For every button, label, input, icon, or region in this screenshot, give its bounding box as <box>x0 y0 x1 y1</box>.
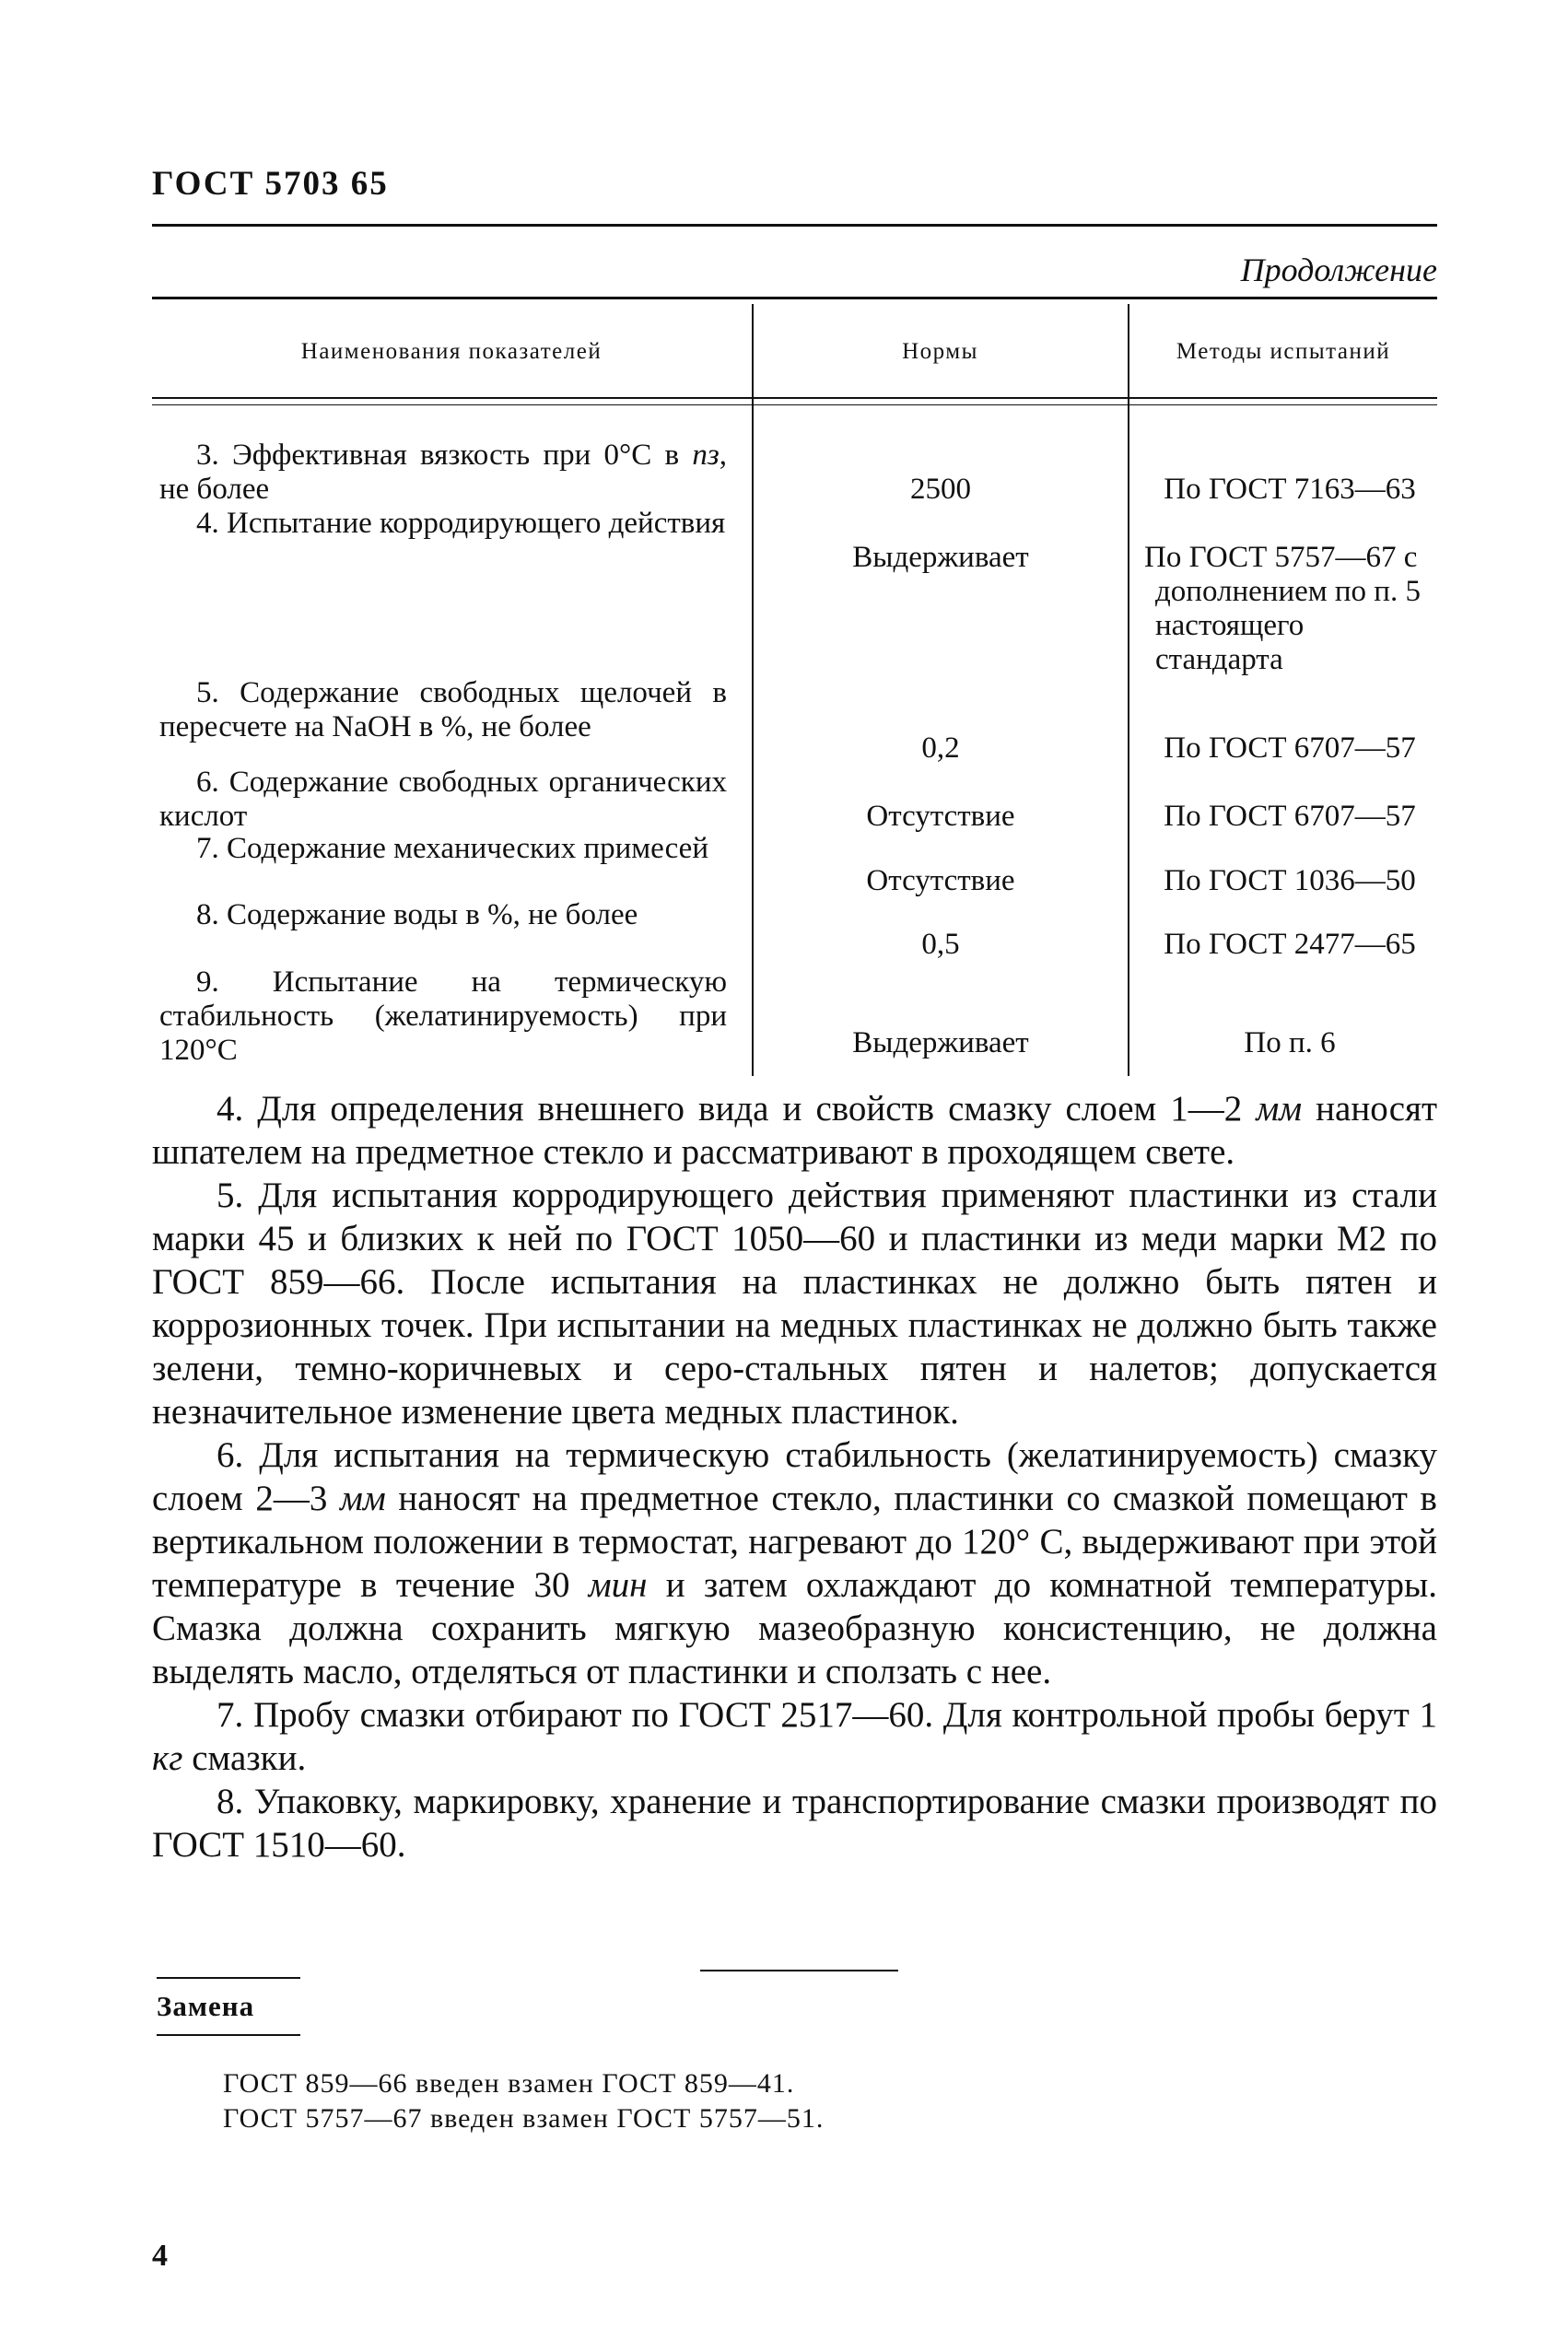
table-header-norm: Нормы <box>902 339 978 364</box>
table-divider <box>1128 304 1129 1076</box>
table-row-method: По п. 6 <box>1244 1026 1336 1059</box>
table-row-method: По ГОСТ 6707—57 <box>1164 731 1416 765</box>
table-header-method: Методы испытаний <box>1176 339 1391 364</box>
header-rule <box>152 224 1437 227</box>
table-row-method: По ГОСТ 6707—57 <box>1164 800 1416 833</box>
table-row-norm: Выдерживает <box>852 541 1029 574</box>
table-row-norm: 0,5 <box>921 928 960 961</box>
replacement-line: ГОСТ 5757—67 введен взамен ГОСТ 5757—51. <box>223 2103 825 2134</box>
table-row-method: По ГОСТ 2477—65 <box>1164 928 1416 961</box>
replacement-line: ГОСТ 859—66 введен взамен ГОСТ 859—41. <box>223 2068 795 2099</box>
table-row-norm: Выдерживает <box>852 1026 1029 1059</box>
table-row-norm: 0,2 <box>921 731 960 765</box>
paragraph-5: 5. Для испытания корродирующего действия применяют пластинки из стали марки 45 и близких к ней по ГОСТ 1050—60 и пластинки из меди марки М2 по ГОСТ 859—66. После испытания на пластинках не должно быть пятен и коррозионных точек. При испытании на медных пластинках не должно быть также зелени, темно-коричневых и серо-стальных пятен и налетов; допускается незначительное изменение цвета медных пластинок. <box>152 1176 1437 1432</box>
table-row-name: 9. Испытание на термическую стабильность (желатинируемость) при 120°С <box>159 965 727 1067</box>
body-text <box>152 1087 1437 1866</box>
table-row-name: 7. Содержание механических примесей <box>196 832 708 865</box>
section-divider <box>700 1970 898 1971</box>
table-row-name: 4. Испытание корродирующего действия <box>196 507 726 540</box>
table-row-name: 6. Содержание свободных органических кислот <box>159 766 727 833</box>
replacement-rule <box>157 2034 300 2036</box>
page-number: 4 <box>152 2239 168 2273</box>
table-header-rule-thin <box>152 404 1437 405</box>
table-row-norm: 2500 <box>910 473 971 506</box>
table-row-method: По ГОСТ 1036—50 <box>1164 864 1416 897</box>
paragraph-7: 7. Пробу смазки отбирают по ГОСТ 2517—60. Для контрольной пробы берут 1 кг смазки. <box>152 1695 1437 1778</box>
table-row-method: По ГОСТ 5757—67 с дополнением по п. 5 настоящего стандарта <box>1144 541 1421 676</box>
table-row-name: 8. Содержание воды в %, не более <box>196 898 638 931</box>
replacement-title: Замена <box>157 1990 255 2022</box>
table-row-method: По ГОСТ 7163—63 <box>1164 473 1416 506</box>
continuation-label: Продолжение <box>1240 252 1437 288</box>
table-divider <box>752 304 754 1076</box>
paragraph-4: 4. Для определения внешнего вида и свойств смазку слоем 1—2 мм наносят шпателем на предметное стекло и рассматривают в проходящем свете. <box>152 1089 1437 1172</box>
paragraph-8: 8. Упаковку, маркировку, хранение и транспортирование смазки производят по ГОСТ 1510—60. <box>152 1782 1437 1865</box>
table-top-rule <box>152 297 1437 299</box>
page-header: ГОСТ 5703 65 <box>152 165 389 203</box>
table-row-norm: Отсутствие <box>866 800 1015 833</box>
replacement-rule <box>157 1977 300 1979</box>
table-header-rule <box>152 397 1437 399</box>
table-header-name: Наименования показателей <box>300 339 603 364</box>
paragraph-6: 6. Для испытания на термическую стабильность (желатинируемость) смазку слоем 2—3 мм наносят на предметное стекло, пластинки со смазкой помещают в вертикальном положении в термостат, нагревают до 120° С, выдерживают при этой температуре в течение 30 мин и затем охлаждают до комнатной температуры. Смазка должна сохранить мягкую мазеобразную консистенцию, не должна выделять масло, отделяться от пластинки и сползать с нее. <box>152 1435 1437 1691</box>
table-row-norm: Отсутствие <box>866 864 1015 897</box>
table-row-name: 5. Содержание свободных щелочей в пересчете на NaOH в %, не более <box>159 676 727 743</box>
table-row-name: 3. Эффективная вязкость при 0°С в пз, не более <box>159 439 727 506</box>
